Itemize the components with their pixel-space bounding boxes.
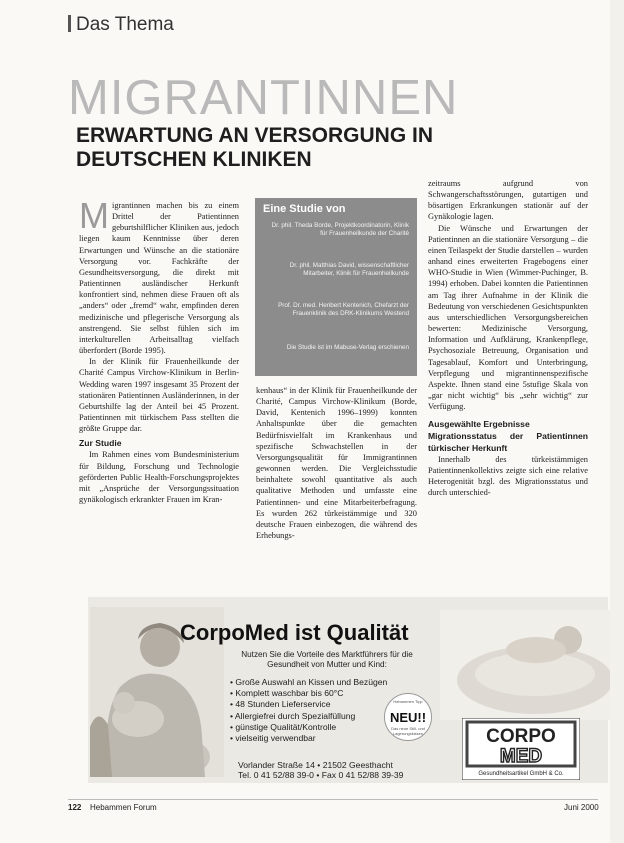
- footer-rule: [68, 799, 598, 800]
- section-label: [68, 14, 174, 36]
- section-subheading: Migrationsstatus der Patientinnen türkischer Herkunft: [428, 431, 588, 453]
- paragraph: kenhaus“ in der Klinik für Frauenheilkunde der Charité, Campus Virchow-Klinikum (Borde, David, Kentenich 1996–1999) konnten Anhaltspunkte über die gemachten Bedürfnisvielfalt im Krankenhaus und spezifische Schwachstellen in der Versorgungsqualität für Immigrantinnen gewonnen werden. Die Vergleichsstudie beinhaltete sowohl quantitative als auch qualitative Methoden und umfasste eine Patientinnen- und eine Mitarbeiterbefragung. Es wurden 262 türkeistämmige und 320 deutsche Frauen einbezogen, die während des Erhebungs-: [256, 386, 417, 541]
- svg-text:MED: MED: [499, 746, 543, 767]
- box-item: Die Studie ist im Mabuse-Verlag erschienen: [286, 344, 409, 351]
- badge-main-text: NEU!!: [389, 710, 427, 725]
- section-heading: Zur Studie: [79, 438, 122, 449]
- ad-address-phone: Tel. 0 41 52/88 39-0 • Fax 0 41 52/88 39-39: [238, 770, 404, 780]
- ad-benefit: • Große Auswahl an Kissen und Bezügen: [230, 677, 387, 688]
- study-info-box: [255, 198, 417, 376]
- ad-benefit: • Komplett waschbar bis 60°C: [230, 688, 387, 699]
- baby-on-pillow-photo: [440, 610, 610, 720]
- page-number: 122: [68, 803, 82, 812]
- ad-address: [238, 760, 478, 780]
- paragraph: Die Wünsche und Erwartungen der Patientinnen an die stationäre Versorgung – die einen Teilaspekt der Studie darstellen – wurden anhand eines erweiterten Fragebogens einer WHO-Studie in Wien (Wimmer-Puchinger, B. 1994) erhoben. Dabei konnten die Patientinnen am Tag ihrer Aufnahme in der Klinik die Bedeutung von verschiedenen Gesichtspunkten aus unterschiedlichen Versorgungsbereichen bewerten: Medizinische Versorgung, Information und Aufklärung, Krankenpflege, Psychosoziale Betreuung, Organisation und Tagesablauf, Komfort und Unterbringung, Verpflegung und migrantinnenspezifische Aspekte. Ihnen stand eine 5stufige Skala von „gar nicht wichtig“ bis „sehr wichtig“ zur Verfügung.: [428, 223, 588, 412]
- ad-address-street: Vorlander Straße 14 • 21502 Geesthacht: [238, 760, 393, 770]
- ad-intro: Nutzen Sie die Vorteile des Marktführers für die Gesundheit von Mutter und Kind:: [241, 650, 413, 669]
- column-2: [256, 385, 417, 541]
- ad-benefit: • günstige Qualität/Kontrolle: [230, 722, 387, 733]
- article-title: MIGRANTINNEN: [68, 71, 459, 125]
- section-text: Das Thema: [76, 14, 174, 35]
- corpomed-logo: [462, 718, 580, 780]
- magazine-name: Hebammen Forum: [90, 803, 157, 812]
- column-1: [79, 195, 239, 505]
- paragraph: zeitraums aufgrund von Schwangerschaftsstörungen, gutartigen und bösartigen Erkrankungen stationär auf der Gynäkologie lagen.: [428, 179, 588, 222]
- ad-benefit: • Allergiefrei durch Spezialfüllung: [230, 711, 387, 722]
- paragraph: Innerhalb des türkeistämmigen Patientinnenkollektivs zeigte sich eine relative Heterogenität bzgl. des Migrationsstatus und durch unterschied-: [428, 454, 588, 498]
- column-3: [428, 178, 588, 498]
- issue-date: Juni 2000: [564, 803, 599, 812]
- box-item: Dr. phil. Matthias David, wissenschaftlicher Mitarbeiter, Klinik für Frauenheilkunde: [289, 262, 409, 277]
- article-subtitle: ERWARTUNG AN VERSORGUNG IN DEUTSCHEN KLINIKEN: [76, 124, 434, 171]
- svg-text:Gesundheitsartikel GmbH & Co.: Gesundheitsartikel GmbH & Co.: [478, 771, 564, 777]
- box-item: Dr. phil. Theda Borde, Projektkoordinatorin, Klinik für Frauenheilkunde der Charité: [271, 222, 409, 237]
- ad-benefit: • vielseitig verwendbar: [230, 733, 387, 744]
- paragraph: Im Rahmen eines vom Bundesministerium für Bildung, Forschung und Technologie geförderten Public Health-Forschungsprojektes mit „Ansprüche der Versorgungssituation gynäkologisch erkrankter Frauen im Kran-: [79, 450, 239, 505]
- ad-benefit: • 48 Stunden Lieferservice: [230, 699, 387, 710]
- box-title: Eine Studie von: [263, 203, 346, 215]
- svg-text:CORPO: CORPO: [486, 726, 556, 747]
- drop-cap: M: [79, 195, 109, 236]
- ad-benefit-list: [230, 677, 387, 744]
- ad-headline: CorpoMed ist Qualität: [180, 620, 409, 645]
- paragraph: In der Klinik für Frauenheilkunde der Charité Campus Virchow-Klinikum in Berlin-Wedding waren 1997 insgesamt 35 Prozent der stationären Patientinnen Ausländerinnen, in der Geburtshilfe lag der Anteil bei 45 Prozent. Patientinnen mit türkischem Pass stellten die größte Gruppe dar.: [79, 357, 239, 434]
- section-bar: [68, 15, 71, 32]
- badge-top-text: Hebammen Tipp: [393, 699, 423, 704]
- paragraph: igrantinnen machen bis zu einem Drittel der Patientinnen geburtshilflicher Kliniken aus, jedoch liegen kaum Kenntnisse über deren Erwartungen und Wünsche an die stationäre Versorgung vor. Fachkräfte der Gesundheitsversorgung, die direkt mit Patientinnen ausländischer Herkunft konfrontiert sind, nehmen diese Frauen oft als „anders“ oder „fremd“ wahr, empfinden deren medizinische und pflegerische Versorgung als anstrengend. Sie selbst fühlen sich im interkulturellen Arbeitsalltag vielfach überfordert (Borde 1995).: [79, 201, 239, 356]
- box-item: Prof. Dr. med. Heribert Kentenich, Chefarzt der Frauenklinik des DRK-Klinikums Westend: [278, 302, 409, 317]
- new-product-badge: [384, 693, 432, 741]
- badge-bottom-text: Das neue Still- und Lagerungskissen: [391, 726, 425, 736]
- section-heading: Ausgewählte Ergebnisse: [428, 419, 530, 430]
